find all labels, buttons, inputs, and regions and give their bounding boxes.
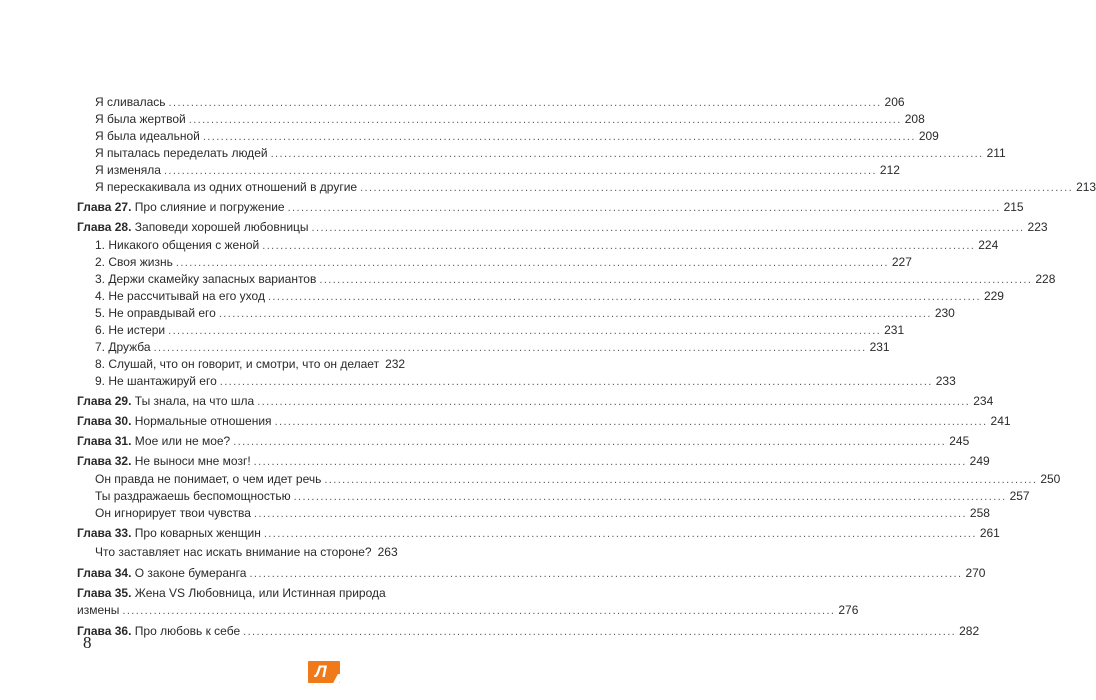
dot-leader: ................................................................................................................................................................	[311, 222, 1025, 234]
toc-entry-title: Про коварных женщин	[134, 526, 261, 540]
toc-page-number: 231	[884, 323, 905, 337]
toc-page-number: 270	[965, 566, 986, 580]
toc-entry	[77, 220, 1048, 235]
toc-page-number: 230	[934, 306, 955, 320]
toc-entry-label	[95, 472, 321, 487]
chapter-number: Глава 27.	[77, 200, 132, 214]
toc-entry	[95, 146, 1006, 161]
toc-entry-label	[77, 586, 386, 601]
toc-page-number: 229	[983, 289, 1004, 303]
toc-entry-label	[95, 272, 316, 287]
toc-page-number: 213	[1076, 180, 1096, 194]
toc-entry-title: 4. Не рассчитывай на его уход	[95, 289, 265, 303]
toc-entry-title: Я перескакивала из одних отношений в другие	[95, 180, 358, 194]
toc-page-number: 223	[1027, 220, 1048, 234]
toc-page-number: 282	[959, 624, 980, 638]
toc-entry-label	[95, 95, 166, 110]
toc-entry-title: 2. Своя жизнь	[95, 255, 173, 269]
toc-entry-label	[77, 603, 119, 618]
toc-entry-title: Я была жертвой	[95, 112, 186, 126]
dot-leader: ................................................................................................................................................................	[263, 528, 977, 540]
chapter-number: Глава 36.	[77, 624, 132, 638]
toc-entry	[95, 272, 1056, 287]
dot-leader: ................................................................................................................................................................	[267, 291, 981, 303]
dot-leader: ................................................................................................................................................................	[202, 131, 916, 143]
toc-page-number: 241	[990, 414, 1011, 428]
toc-entry	[77, 454, 990, 469]
toc-entry-title: Ты знала, на что шла	[134, 394, 255, 408]
toc-entry-label	[95, 238, 259, 253]
toc-entry	[95, 238, 999, 253]
toc-entry-label	[95, 146, 268, 161]
toc-entry-label	[77, 200, 285, 215]
toc-entry-title: 5. Не оправдывай его	[95, 306, 216, 320]
toc-entry	[95, 374, 956, 389]
toc-entry-label	[77, 526, 261, 541]
toc-entry-title: О законе бумеранга	[134, 566, 247, 580]
toc-entry-label	[95, 289, 265, 304]
dot-leader: ................................................................................................................................................................	[274, 416, 988, 428]
toc-entry	[95, 289, 1004, 304]
toc-entry-title: Он игнорирует твои чувства	[95, 506, 251, 520]
toc-page-number: 227	[891, 255, 912, 269]
toc-entry	[77, 624, 980, 639]
dot-leader: ................................................................................................................................................................	[319, 274, 1033, 286]
toc-entry-label	[95, 374, 217, 389]
toc-entry-label	[95, 306, 216, 321]
toc-page-number: 209	[918, 129, 939, 143]
toc-entry-title: Про слияние и погружение	[134, 200, 285, 214]
toc-page-number: 250	[1040, 472, 1061, 486]
toc-entry	[95, 306, 955, 321]
toc-page-number: 231	[869, 340, 890, 354]
toc-page-number: 261	[979, 526, 1000, 540]
chapter-number: Глава 35.	[77, 586, 132, 600]
toc-page-number: 232	[385, 357, 406, 371]
toc-page-number: 249	[969, 454, 990, 468]
toc-page-number: 245	[949, 434, 970, 448]
toc-entry-title: Заповеди хорошей любовницы	[134, 220, 309, 234]
toc-entry-label	[95, 180, 357, 195]
toc-entry-label	[77, 454, 251, 469]
dot-leader: ................................................................................................................................................................	[168, 325, 882, 337]
toc-entry-label	[77, 434, 230, 449]
toc-entry	[95, 180, 1096, 195]
dot-leader: ................................................................................................................................................................	[253, 508, 967, 520]
toc-entry-label	[95, 163, 161, 178]
toc-entry	[95, 340, 890, 355]
toc-page-number: 263	[377, 545, 398, 559]
toc-entry-title: Я пыталась переделать людей	[95, 146, 268, 160]
toc-page-number: 211	[986, 146, 1006, 160]
toc-entry	[77, 603, 859, 618]
toc-entry-label	[95, 255, 173, 270]
toc-page-number: 258	[969, 506, 990, 520]
toc-entry-title: 6. Не истери	[95, 323, 166, 337]
toc-entry	[95, 255, 912, 270]
dot-leader: ................................................................................................................................................................	[287, 202, 1001, 214]
toc-entry-title: 1. Никакого общения с женой	[95, 238, 260, 252]
dot-leader: ................................................................................................................................................................	[163, 165, 877, 177]
toc-entry-title: Про любовь к себе	[134, 624, 241, 638]
dot-leader: ................................................................................................................................................................	[188, 114, 902, 126]
toc-page-number: 234	[973, 394, 994, 408]
toc-entry	[95, 112, 925, 127]
toc-entry-label	[77, 414, 272, 429]
chapter-number: Глава 32.	[77, 454, 132, 468]
chapter-number: Глава 30.	[77, 414, 132, 428]
toc-entry-title: измены	[77, 603, 120, 617]
chapter-number: Глава 34.	[77, 566, 132, 580]
toc-entry-title: Я была идеальной	[95, 129, 200, 143]
dot-leader: ................................................................................................................................................................	[257, 396, 971, 408]
toc-entry	[77, 566, 986, 581]
toc-entry	[95, 357, 406, 372]
toc-page-number: 206	[884, 95, 905, 109]
toc-entry-label	[95, 129, 200, 144]
toc-entry-title: Он правда не понимает, о чем идет речь	[95, 472, 322, 486]
chapter-number: Глава 33.	[77, 526, 132, 540]
toc-entry-title: 3. Держи скамейку запасных вариантов	[95, 272, 317, 286]
toc-entry	[95, 545, 396, 560]
dot-leader: ................................................................................................................................................................	[270, 148, 984, 160]
toc-entry-label	[95, 545, 372, 560]
toc-page-number: 257	[1009, 489, 1030, 503]
toc-entry-title: 8. Слушай, что он говорит, и смотри, что он делает	[95, 357, 380, 371]
toc-entry	[95, 95, 905, 110]
dot-leader: ................................................................................................................................................................	[360, 182, 1074, 194]
dot-leader: ................................................................................................................................................................	[175, 257, 889, 269]
toc-page-number: 228	[1035, 272, 1056, 286]
toc-entry-title: Я изменяла	[95, 163, 161, 177]
toc-page-number: 215	[1003, 200, 1024, 214]
dot-leader: ................................................................................................................................................................	[218, 308, 932, 320]
toc-entry	[77, 414, 1011, 429]
dot-leader: ................................................................................................................................................................	[262, 240, 976, 252]
toc-entry	[95, 323, 905, 338]
toc-entry-label	[77, 566, 246, 581]
toc-entry-title: Что заставляет нас искать внимание на стороне?	[95, 545, 372, 559]
toc-page-number: 212	[879, 163, 900, 177]
litres-logo-icon	[308, 661, 340, 683]
toc-entry-label	[77, 220, 309, 235]
toc-page-number: 208	[904, 112, 925, 126]
toc-entry	[95, 506, 990, 521]
toc-entry	[95, 489, 1030, 504]
dot-leader: ................................................................................................................................................................	[249, 568, 963, 580]
page-number: 8	[83, 633, 92, 652]
toc-page-number: 224	[978, 238, 999, 252]
toc-entry	[77, 586, 396, 601]
dot-leader: ................................................................................................................................................................	[153, 342, 867, 354]
toc-entry-label	[95, 340, 151, 355]
chapter-number: Глава 31.	[77, 434, 132, 448]
toc-entry	[77, 434, 970, 449]
toc-entry	[77, 526, 1000, 541]
toc-entry-label	[95, 112, 186, 127]
toc-entry	[77, 200, 1024, 215]
chapter-number: Глава 29.	[77, 394, 132, 408]
toc-entry-label	[95, 323, 165, 338]
toc-entry	[95, 129, 939, 144]
dot-leader: ................................................................................................................................................................	[293, 491, 1007, 503]
toc-entry-label	[95, 489, 291, 504]
toc-entry	[95, 472, 1061, 487]
dot-leader: ................................................................................................................................................................	[243, 626, 957, 638]
toc-entry	[77, 394, 994, 409]
toc-page-number: 276	[838, 603, 859, 617]
toc-page-number: 233	[935, 374, 956, 388]
toc-entry-title: 9. Не шантажируй его	[95, 374, 217, 388]
toc-entry-title: Мое или не мое?	[134, 434, 231, 448]
toc-entry-title: Нормальные отношения	[134, 414, 272, 428]
chapter-number: Глава 28.	[77, 220, 132, 234]
dot-leader: ................................................................................................................................................................	[219, 376, 933, 388]
toc-entry	[95, 163, 900, 178]
dot-leader: ................................................................................................................................................................	[233, 436, 947, 448]
toc-entry-title: Ты раздражаешь беспомощностью	[95, 489, 291, 503]
dot-leader: ................................................................................................................................................................	[122, 605, 836, 617]
toc-entry-title: 7. Дружба	[95, 340, 151, 354]
toc-entry-title: Не выноси мне мозг!	[134, 454, 251, 468]
toc-entry-title: Я сливалась	[95, 95, 166, 109]
toc-entry-label	[95, 506, 251, 521]
dot-leader: ................................................................................................................................................................	[324, 474, 1038, 486]
logo-letter: Л	[315, 662, 327, 681]
toc-entry-title: Жена VS Любовница, или Истинная природа	[134, 586, 386, 600]
toc-entry-label	[77, 394, 254, 409]
toc-entry-label	[77, 624, 240, 639]
dot-leader: ................................................................................................................................................................	[168, 97, 882, 109]
dot-leader: ................................................................................................................................................................	[253, 456, 967, 468]
toc-entry-label	[95, 357, 379, 372]
